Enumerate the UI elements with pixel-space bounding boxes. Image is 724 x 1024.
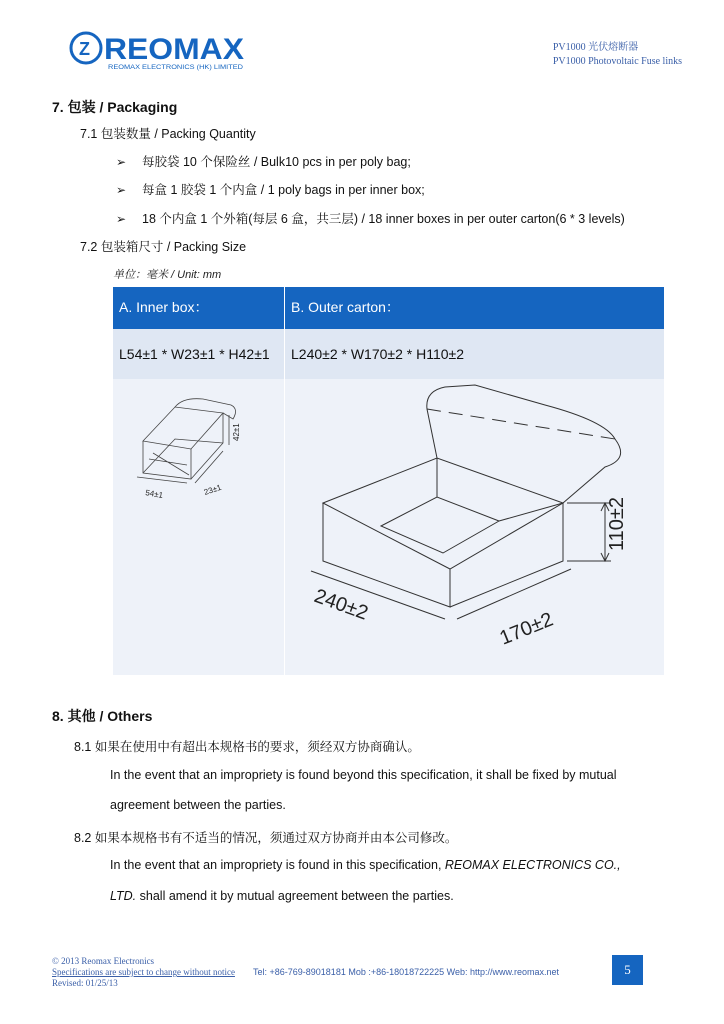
paragraph-8-1-cn: 8.1 如果在使用中有超出本规格书的要求，须经双方协商确认。 [74,740,420,754]
footer-copyright: © 2013 Reomax Electronics Specifications are subject to change without notice Revised: 01/25/13 [52,956,235,988]
outer-carton-drawing-cell [285,379,664,675]
logo-subtitle: REOMAX ELECTRONICS (HK) LIMITED [108,64,244,71]
paragraph-8-1-en-line2: agreement between the parties. [110,798,286,812]
section-8-title: 8. 其他 / Others [52,708,153,724]
arrow-bullet-icon: ➢ [116,212,127,226]
list-item: ➢ 18 个内盒 1 个外箱(每层 6 盒，共三层) / 18 inner boxes in per outer carton(6 * 3 levels) [116,212,625,226]
outer-height-label: 110±2 [606,497,628,551]
inner-height-label: 42±1 [232,423,241,441]
inner-width-label: 23±1 [202,482,223,497]
list-item: ➢ 每盒 1 胶袋 1 个内盒 / 1 poly bags in per inner box; [116,183,425,197]
section-7-2-title: 7.2 包装箱尺寸 / Packing Size [80,240,247,254]
paragraph-8-2-en-line1: In the event that an impropriety is found in this specification, REOMAX ELECTRONICS CO., [110,858,621,872]
table-cell-inner-size: L54±1 * W23±1 * H42±1 [113,329,285,379]
outer-width-label: 170±2 [496,608,557,650]
logo-wordmark: REOMAX [104,33,244,66]
table-header-inner: A. Inner box： [113,287,285,329]
paragraph-8-2-cn: 8.2 如果本规格书有不适当的情况，须通过双方协商并由本公司修改。 [74,831,458,845]
outer-carton-diagram [285,379,664,675]
header-line-en: PV1000 Photovoltaic Fuse links [552,56,682,67]
paragraph-8-2-en-line2: LTD. shall amend it by mutual agreement between the parties. [110,889,454,903]
unit-note: 单位：毫米 / Unit: mm [113,269,222,281]
arrow-bullet-icon: ➢ [116,183,127,197]
outer-length-label: 240±2 [311,585,371,625]
company-logo [68,28,248,72]
paragraph-8-1-en-line1: In the event that an impropriety is found beyond this specification, it shall be fixed by mutual [110,768,617,782]
inner-length-label: 54±1 [144,488,164,501]
arrow-bullet-icon: ➢ [116,155,127,169]
inner-box-drawing-cell [113,379,285,675]
table-cell-outer-size: L240±2 * W170±2 * H110±2 [285,329,664,379]
page-number: 5 [612,955,643,985]
inner-box-diagram [113,379,285,675]
table-header-outer: B. Outer carton： [285,287,664,329]
packing-size-table [113,287,664,676]
footer-contact: Tel: +86-769-89018181 Mob :+86-18018722225 Web: http://www.reomax.net [253,967,560,977]
list-item: ➢ 每胶袋 10 个保险丝 / Bulk10 pcs in per poly bag; [116,155,411,169]
section-7-1-title: 7.1 包装数量 / Packing Quantity [80,127,256,141]
logo-mark: Z [79,39,90,59]
section-7-title: 7. 包装 / Packaging [52,99,178,115]
header-product-title [553,41,682,69]
header-line-cn: PV1000 光伏熔断器 [552,42,639,53]
